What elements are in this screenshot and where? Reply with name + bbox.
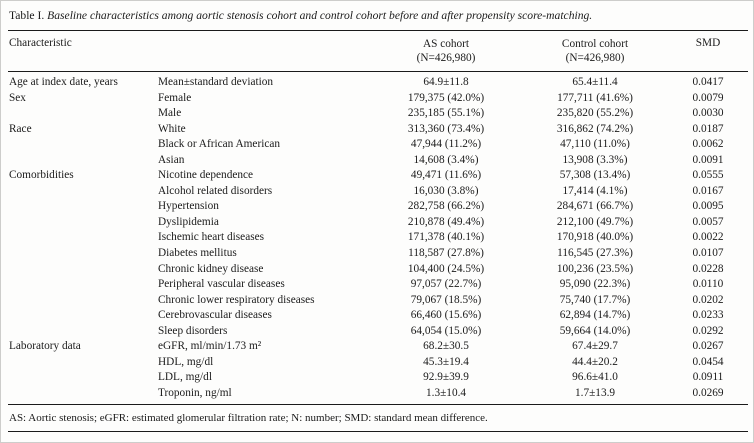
cell-as-cohort: 16,030 (3.8%) <box>413 184 479 197</box>
cell-as-cohort: 64,054 (15.0%) <box>410 324 482 337</box>
cell-control-cohort: 47,110 (11.0%) <box>560 138 630 151</box>
table-row <box>8 339 748 355</box>
cell-as-cohort: 104,400 (24.5%) <box>407 262 485 275</box>
table-row <box>8 137 748 153</box>
table-row <box>8 153 748 169</box>
cell-group <box>8 370 158 386</box>
cell-smd: 0.0062 <box>692 138 724 151</box>
table-title-text: Baseline characteristics among aortic stenosis cohort and control cohort before and after propensity score-matching. <box>47 9 593 22</box>
cell-item: Cerebrovascular diseases <box>158 309 272 322</box>
cell-item: Male <box>158 107 182 120</box>
cell-control-cohort: 284,671 (66.7%) <box>556 200 634 213</box>
cell-group <box>8 293 158 309</box>
cell-group: Sex <box>9 91 26 104</box>
cell-group <box>8 106 158 122</box>
cell-item: LDL, mg/dl <box>158 371 212 384</box>
cell-group <box>8 246 158 262</box>
cell-control-cohort: 235,820 (55.2%) <box>556 107 634 120</box>
cell-group <box>8 199 158 215</box>
cell-control-cohort: 170,918 (40.0%) <box>556 231 634 244</box>
table-row <box>8 308 748 324</box>
cell-as-cohort: 45.3±19.4 <box>423 355 469 368</box>
cell-group <box>8 137 158 153</box>
cell-as-cohort: 179,375 (42.0%) <box>407 91 485 104</box>
cell-item: Troponin, ng/ml <box>158 386 370 405</box>
cell-group <box>8 153 158 169</box>
smd-header: SMD <box>668 31 748 72</box>
cell-group <box>8 215 158 231</box>
cell-smd: 0.0107 <box>692 247 724 260</box>
cell-as-cohort: 14,608 (3.4%) <box>413 153 479 166</box>
table-row <box>8 184 748 200</box>
cell-item: Peripheral vascular diseases <box>158 278 285 291</box>
cell-group <box>8 262 158 278</box>
cell-control-cohort: 75,740 (17.7%) <box>559 293 631 306</box>
cell-group <box>8 386 158 405</box>
cell-control-cohort: 177,711 (41.6%) <box>557 91 633 104</box>
cell-as-cohort: 313,360 (73.4%) <box>407 122 485 135</box>
table-row <box>8 168 748 184</box>
table-title-label: Table I. <box>9 9 45 22</box>
baseline-characteristics-table <box>8 30 748 405</box>
cell-group: Age at index date, years <box>9 76 118 88</box>
table-row <box>8 106 748 122</box>
cell-smd: 0.0269 <box>668 386 748 405</box>
cell-as-cohort: 92.9±39.9 <box>423 371 469 384</box>
cell-control-cohort: 316,862 (74.2%) <box>556 122 634 135</box>
cell-as-cohort: 171,378 (40.1%) <box>407 231 485 244</box>
cell-control-cohort: 13,908 (3.3%) <box>562 153 628 166</box>
table-row <box>8 262 748 278</box>
cell-control-cohort: 212,100 (49.7%) <box>556 215 634 228</box>
cell-smd: 0.0233 <box>692 309 724 322</box>
table-row <box>8 215 748 231</box>
header-row <box>8 31 748 72</box>
cell-smd: 0.0091 <box>692 153 724 166</box>
control-cohort-n: (N=426,980) <box>565 52 625 64</box>
cell-item: Nicotine dependence <box>158 169 254 182</box>
cell-group <box>8 308 158 324</box>
cell-smd: 0.0057 <box>692 215 724 228</box>
cell-smd: 0.0292 <box>692 324 724 337</box>
table-row <box>8 91 748 107</box>
table-footnote: AS: Aortic stenosis; eGFR: estimated glomerular filtration rate; N: number; SMD: standard mean difference. <box>8 405 748 432</box>
cell-control-cohort: 116,545 (27.3%) <box>557 247 633 260</box>
cell-control-cohort: 96.6±41.0 <box>572 371 618 384</box>
table-row <box>8 370 748 386</box>
cell-smd: 0.0228 <box>692 262 724 275</box>
cell-item: Hypertension <box>158 200 219 213</box>
cell-item: Asian <box>158 153 185 166</box>
cell-smd: 0.0417 <box>692 76 724 88</box>
cell-item: eGFR, ml/min/1.73 m² <box>158 340 262 353</box>
cell-as-cohort: 118,587 (27.8%) <box>408 247 484 260</box>
as-cohort-header <box>370 31 522 72</box>
cell-item: Chronic kidney disease <box>158 262 264 275</box>
table-row <box>8 277 748 293</box>
as-cohort-name: AS cohort <box>422 38 470 50</box>
cell-as-cohort: 64.9±11.8 <box>423 76 469 88</box>
cell-group <box>8 355 158 371</box>
cell-group <box>8 184 158 200</box>
cell-as-cohort: 1.3±10.4 <box>370 386 522 405</box>
cell-smd: 0.0110 <box>692 278 724 291</box>
cell-as-cohort: 235,185 (55.1%) <box>407 107 485 120</box>
cell-control-cohort: 67.4±29.7 <box>572 340 618 353</box>
cell-control-cohort: 62,894 (14.7%) <box>559 309 631 322</box>
cell-smd: 0.0167 <box>692 184 724 197</box>
cell-group: Race <box>9 122 32 135</box>
cell-as-cohort: 97,057 (22.7%) <box>410 278 482 291</box>
cell-smd: 0.0267 <box>692 340 724 353</box>
cell-group: Comorbidities <box>9 169 74 182</box>
cell-group <box>8 324 158 340</box>
table-row <box>8 386 748 405</box>
cell-item: Chronic lower respiratory diseases <box>158 293 315 306</box>
cell-group <box>8 230 158 246</box>
cell-as-cohort: 210,878 (49.4%) <box>407 215 485 228</box>
cell-smd: 0.0454 <box>692 355 724 368</box>
cell-smd: 0.0022 <box>692 231 724 244</box>
table-row <box>8 230 748 246</box>
cell-as-cohort: 66,460 (15.6%) <box>410 309 482 322</box>
cell-smd: 0.0202 <box>692 293 724 306</box>
cell-control-cohort: 59,664 (14.0%) <box>559 324 631 337</box>
cell-smd: 0.0030 <box>692 107 724 120</box>
cell-smd: 0.0095 <box>692 200 724 213</box>
cell-control-cohort: 65.4±11.4 <box>572 76 618 88</box>
cell-as-cohort: 68.2±30.5 <box>423 340 469 353</box>
cell-as-cohort: 47,944 (11.2%) <box>410 138 482 151</box>
table-row <box>8 122 748 138</box>
cell-as-cohort: 79,067 (18.5%) <box>410 293 482 306</box>
table-body <box>8 72 748 405</box>
table-row <box>8 324 748 340</box>
cell-item: Alcohol related disorders <box>158 184 273 197</box>
cell-control-cohort: 44.4±20.2 <box>572 355 618 368</box>
cell-item: Black or African American <box>158 138 281 151</box>
cell-item: Ischemic heart diseases <box>158 231 265 244</box>
control-cohort-header <box>522 31 668 72</box>
cell-smd: 0.0079 <box>692 91 724 104</box>
table-header <box>8 31 748 72</box>
table-row <box>8 72 748 91</box>
cell-group <box>8 277 158 293</box>
control-cohort-name: Control cohort <box>561 38 629 50</box>
cell-smd: 0.0911 <box>692 371 724 384</box>
table-row <box>8 199 748 215</box>
cell-control-cohort: 100,236 (23.5%) <box>556 262 634 275</box>
characteristic-header: Characteristic <box>8 31 370 72</box>
cell-control-cohort: 1.7±13.9 <box>522 386 668 405</box>
cell-control-cohort: 95,090 (22.3%) <box>559 278 631 291</box>
table-row <box>8 246 748 262</box>
cell-control-cohort: 57,308 (13.4%) <box>559 169 631 182</box>
cell-item: Mean±standard deviation <box>158 76 274 88</box>
cell-item: HDL, mg/dl <box>158 355 214 368</box>
cell-smd: 0.0555 <box>692 169 724 182</box>
as-cohort-n: (N=426,980) <box>416 52 476 64</box>
table-row <box>8 355 748 371</box>
cell-control-cohort: 17,414 (4.1%) <box>562 184 628 197</box>
table-title <box>9 9 746 23</box>
cell-group: Laboratory data <box>9 340 81 353</box>
cell-item: White <box>158 122 186 135</box>
cell-item: Female <box>158 91 192 104</box>
cell-smd: 0.0187 <box>692 122 724 135</box>
table-row <box>8 293 748 309</box>
cell-as-cohort: 282,758 (66.2%) <box>407 200 485 213</box>
cell-item: Sleep disorders <box>158 324 228 337</box>
cell-item: Diabetes mellitus <box>158 247 237 260</box>
cell-item: Dyslipidemia <box>158 215 219 228</box>
cell-as-cohort: 49,471 (11.6%) <box>410 169 482 182</box>
